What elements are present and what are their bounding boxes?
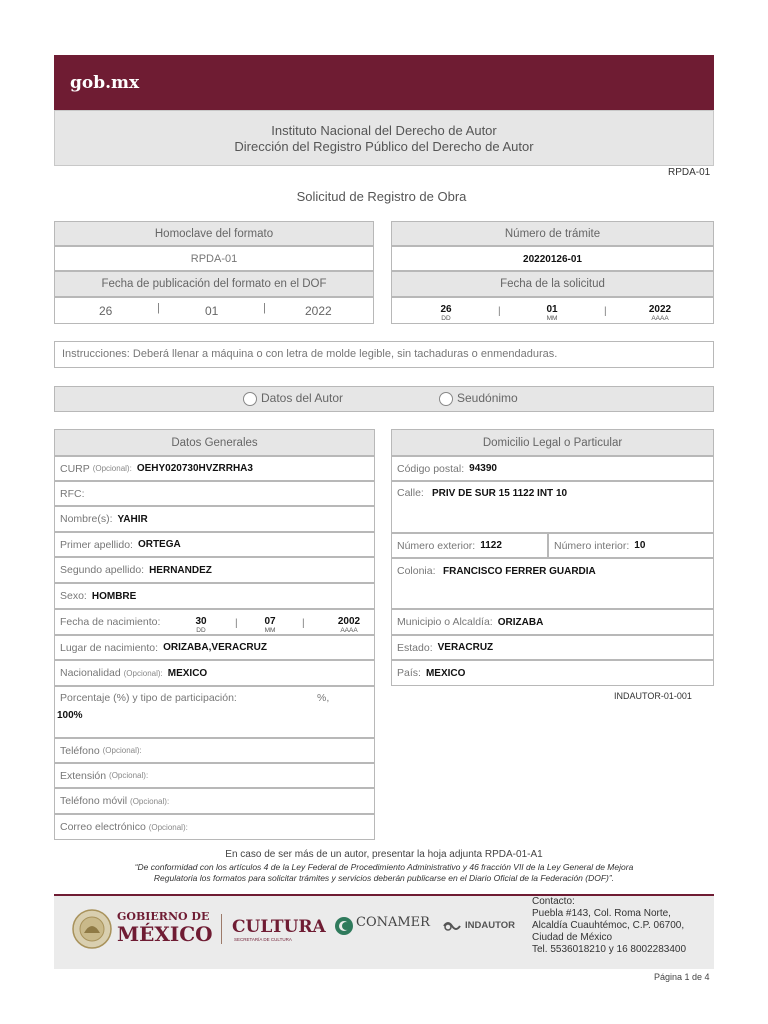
nac-year: 2002 AAAA: [337, 616, 361, 634]
nac-sep-2: |: [302, 618, 305, 629]
radio-seudonimo[interactable]: [439, 392, 453, 406]
nombre-value: YAHIR: [117, 513, 148, 525]
fecha-nacimiento-row[interactable]: Fecha de nacimiento: 30 DD | 07 MM | 2002 AAAA: [54, 609, 375, 635]
movil-row[interactable]: Teléfono móvil (Opcional):: [54, 788, 375, 814]
sol-sep-1: |: [498, 306, 501, 317]
pub-sep-1: |: [157, 302, 160, 314]
pub-day: 26: [99, 304, 113, 318]
municipio-value: ORIZABA: [497, 616, 544, 628]
nacionalidad-value: MEXICO: [167, 667, 208, 679]
curp-row[interactable]: CURP (Opcional): OEHY020730HVZRRHA3: [54, 456, 375, 481]
extension-row[interactable]: Extensión (Opcional):: [54, 763, 375, 788]
tramite-row: [391, 246, 714, 271]
conamer-logo: CONAMER: [356, 915, 430, 930]
radio-datos-autor[interactable]: [243, 392, 257, 406]
pub-date-row: [54, 297, 374, 324]
author-type-bar: [54, 386, 714, 412]
codigo-postal-row[interactable]: Código postal: 94390: [391, 456, 714, 481]
nac-month: 07 MM: [264, 616, 276, 634]
lugar-nacimiento-row[interactable]: Lugar de nacimiento: ORIZABA,VERACRUZ: [54, 635, 375, 660]
institution-name: Instituto Nacional del Derecho de Autor: [271, 123, 497, 138]
pais-row[interactable]: País: MEXICO: [391, 660, 714, 686]
mexico-text: MÉXICO: [117, 922, 213, 946]
note-legal-2: Regulatoria los formatos para solicitar trámites y servicios deberán publicarse en el Diario Oficial de la Federación (DOF)”.: [153, 873, 615, 883]
nombre-row[interactable]: Nombre(s): YAHIR: [54, 506, 375, 532]
calle-row[interactable]: Calle: PRIV DE SUR 15 1122 INT 10: [391, 481, 714, 533]
segundo-apellido-value: HERNANDEZ: [149, 564, 212, 576]
primer-apellido-row[interactable]: Primer apellido: ORTEGA: [54, 532, 375, 557]
mexico-seal-icon: [72, 907, 112, 951]
pub-sep-2: |: [263, 302, 266, 314]
colonia-value: FRANCISCO FERRER GUARDIA: [443, 566, 596, 577]
indautor-logo: INDAUTOR: [465, 920, 515, 931]
numero-interior-value: 10: [634, 540, 646, 551]
numero-interior-row[interactable]: Número interior: 10: [548, 533, 714, 558]
domicilio-heading: Domicilio Legal o Particular: [391, 429, 714, 456]
institution-directorate: Dirección del Registro Público del Derecho de Autor: [234, 139, 534, 154]
sexo-row[interactable]: Sexo: HOMBRE: [54, 583, 375, 609]
option-seudonimo[interactable]: Seudónimo: [439, 391, 518, 406]
porcentaje-value: 100%: [57, 710, 83, 721]
footer: [54, 894, 714, 969]
conamer-icon: [334, 916, 354, 936]
indautor-icon: [442, 918, 462, 934]
segundo-apellido-row[interactable]: Segundo apellido: HERNANDEZ: [54, 557, 375, 583]
rfc-row[interactable]: RFC:: [54, 481, 375, 506]
nac-day: 30 DD: [195, 616, 207, 634]
nac-sep-1: |: [235, 618, 238, 629]
page-number: Página 1 de 4: [654, 972, 710, 982]
sol-year: 2022 AAAA: [648, 304, 672, 322]
correo-row[interactable]: Correo electrónico (Opcional):: [54, 814, 375, 840]
calle-value: PRIV DE SUR 15 1122 INT 10: [432, 488, 568, 499]
curp-value: OEHY020730HVZRRHA3: [136, 463, 253, 474]
sol-date-row: [391, 297, 714, 324]
pais-value: MEXICO: [425, 667, 466, 679]
cultura-subtitle: SECRETARÍA DE CULTURA: [234, 937, 292, 942]
sol-day: 26 DD: [440, 304, 452, 322]
pub-date-label: Fecha de publicación del formato en el DOF: [54, 271, 374, 297]
codigo-postal-value: 94390: [469, 463, 497, 474]
gob-mx-logo: gob.mx: [70, 73, 140, 93]
sol-sep-2: |: [604, 306, 607, 317]
form-code: RPDA-01: [668, 167, 711, 178]
pub-year: 2022: [305, 304, 332, 318]
indautor-code: INDAUTOR-01-001: [614, 691, 692, 701]
numero-exterior-value: 1122: [480, 540, 502, 551]
sol-date-label: Fecha de la solicitud: [391, 271, 714, 297]
telefono-row[interactable]: Teléfono (Opcional):: [54, 738, 375, 763]
tramite-label: Número de trámite: [391, 221, 714, 246]
municipio-row[interactable]: Municipio o Alcaldía: ORIZABA: [391, 609, 714, 635]
estado-row[interactable]: Estado: VERACRUZ: [391, 635, 714, 660]
homoclave-label: Homoclave del formato: [54, 221, 374, 246]
colonia-row[interactable]: Colonia: FRANCISCO FERRER GUARDIA: [391, 558, 714, 609]
tramite-value: 20220126-01: [523, 254, 582, 265]
option-datos-autor[interactable]: Datos del Autor: [243, 391, 343, 406]
pub-month: 01: [205, 304, 219, 318]
footer-divider: [221, 914, 222, 944]
estado-value: VERACRUZ: [437, 642, 494, 653]
sol-month: 01 MM: [546, 304, 558, 322]
datos-generales-heading: Datos Generales: [54, 429, 375, 456]
contact-block: Contacto: Puebla #143, Col. Roma Norte, Alcaldía Cuauhtémoc, C.P. 06700, Ciudad de México Tel. 5536018210 y 16 8002283400: [532, 896, 687, 955]
cultura-logo: CULTURA: [232, 917, 326, 937]
page-title: Solicitud de Registro de Obra: [296, 189, 467, 204]
institution-box: [54, 110, 714, 166]
instructions: Instrucciones: Deberá llenar a máquina o con letra de molde legible, sin tachaduras o enmendaduras.: [54, 341, 714, 368]
note-legal-1: “De conformidad con los artículos 4 de la Ley Federal de Procedimiento Administrativo y 46 fracción VII de la Ley General de Mejora: [134, 862, 634, 872]
note-more-authors: En caso de ser más de un autor, presentar la hoja adjunta RPDA-01-A1: [225, 849, 543, 860]
lugar-nacimiento-value: ORIZABA,VERACRUZ: [163, 642, 267, 653]
sexo-value: HOMBRE: [91, 590, 137, 602]
primer-apellido-value: ORTEGA: [137, 539, 181, 550]
homoclave-value: RPDA-01: [54, 246, 374, 271]
numero-exterior-row[interactable]: Número exterior: 1122: [391, 533, 548, 558]
header-bar: [54, 55, 714, 110]
porcentaje-row[interactable]: Porcentaje (%) y tipo de participación: %, 100%: [54, 686, 375, 738]
nacionalidad-row[interactable]: Nacionalidad (Opcional): MEXICO: [54, 660, 375, 686]
gobierno-de-text: GOBIERNO DE: [117, 910, 210, 923]
